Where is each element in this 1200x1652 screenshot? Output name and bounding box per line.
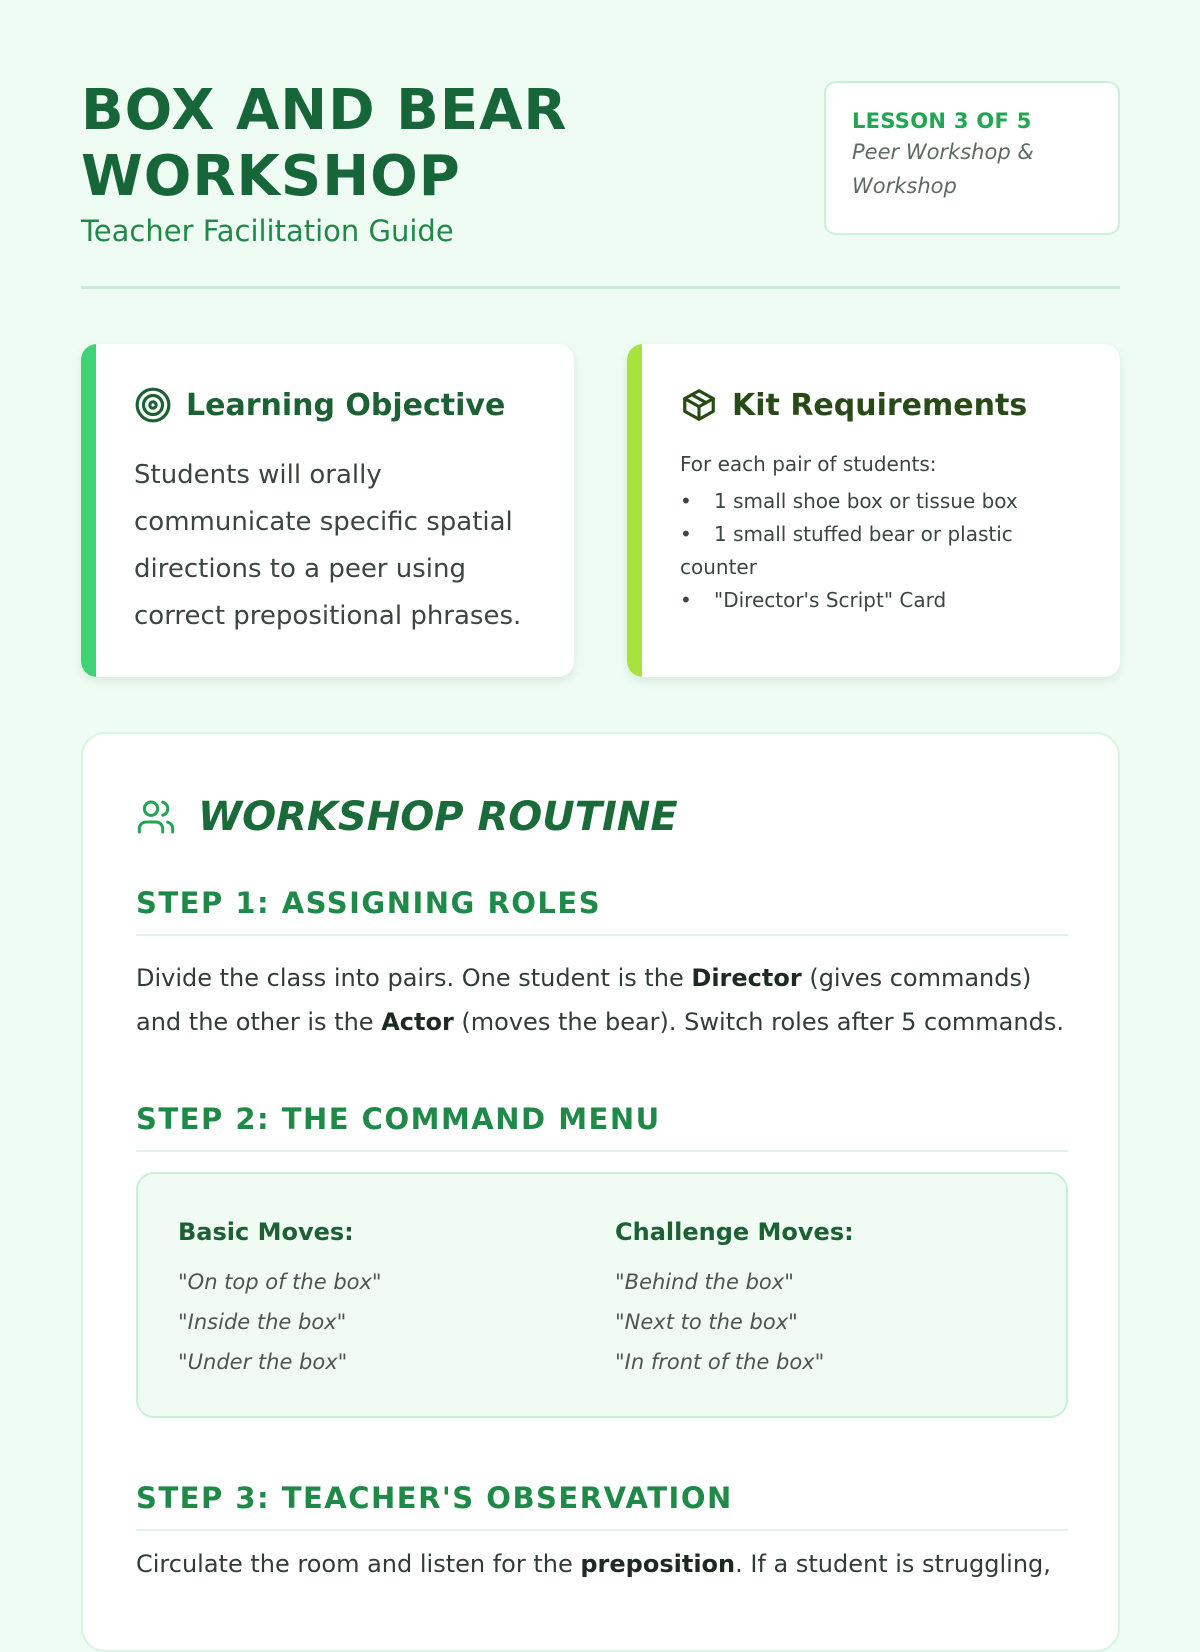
preposition-emphasis: preposition [580, 1550, 736, 1578]
document-title [81, 78, 681, 210]
header-divider [81, 286, 1120, 289]
lesson-badge [824, 81, 1120, 235]
list-item: "Inside the box" [178, 1310, 347, 1334]
kit-item-text: 1 small stuffed bear or plastic counter [680, 522, 1013, 579]
card-header [680, 386, 1027, 424]
card-title: Learning Objective [186, 387, 506, 423]
card-accent-bar [81, 344, 96, 677]
card-title: Kit Requirements [732, 387, 1028, 423]
users-icon [136, 797, 176, 837]
guide-page [81, 0, 1120, 1578]
step-3-text [136, 1542, 1068, 1586]
list-item [680, 584, 1060, 617]
box-icon [680, 386, 718, 424]
list-item [680, 485, 1060, 518]
title-line-2: WORKSHOP [81, 144, 461, 209]
kit-list [680, 485, 1060, 617]
text-segment: (moves the bear). Switch roles after 5 commands. [453, 1008, 1064, 1036]
routine-title: WORKSHOP ROUTINE [198, 794, 678, 840]
list-item: "Next to the box" [615, 1310, 798, 1334]
kit-item-text: 1 small shoe box or tissue box [714, 489, 1018, 513]
list-item: "Under the box" [178, 1350, 348, 1374]
target-icon [134, 386, 172, 424]
role-director: Director [691, 964, 802, 992]
basic-moves-column [178, 1218, 382, 1382]
objective-text: Students will orally communicate specific spatial directions to a peer using correct prepositional phrases. [134, 460, 522, 631]
page-header [81, 0, 1120, 290]
text-segment: . If a student is struggling, [735, 1550, 1051, 1578]
bullet: • [680, 588, 692, 612]
learning-objective-card [81, 344, 574, 677]
text-segment: (gives commands) and the other is the [136, 964, 1032, 1036]
step-3-title: STEP 3: TEACHER'S OBSERVATION [136, 1481, 1068, 1531]
title-line-1: BOX AND BEAR [81, 78, 568, 143]
challenge-moves-column [615, 1218, 854, 1382]
card-header [134, 386, 505, 424]
lesson-name: Peer Workshop & Workshop [852, 140, 1034, 198]
list-item: "Behind the box" [615, 1270, 794, 1294]
basic-moves-heading: Basic Moves: [178, 1218, 354, 1246]
kit-requirements-card [627, 344, 1120, 677]
workshop-routine-panel [81, 732, 1120, 1652]
list-item [680, 518, 1060, 584]
text-segment: Circulate the room and listen for the [136, 1550, 581, 1578]
kit-item-text: "Director's Script" Card [714, 588, 947, 612]
kit-intro: For each pair of students: [680, 452, 937, 476]
step-1-text [136, 956, 1068, 1044]
command-menu-box [136, 1172, 1068, 1418]
routine-header [136, 794, 678, 840]
bullet: • [680, 522, 692, 546]
card-accent-bar [627, 344, 642, 677]
role-actor: Actor [381, 1008, 454, 1036]
list-item: "On top of the box" [178, 1270, 382, 1294]
document-subtitle: Teacher Facilitation Guide [81, 214, 454, 248]
bullet: • [680, 489, 692, 513]
lesson-number: LESSON 3 OF 5 [852, 109, 1032, 133]
step-2-title: STEP 2: THE COMMAND MENU [136, 1102, 1068, 1152]
challenge-moves-heading: Challenge Moves: [615, 1218, 854, 1246]
step-1-title: STEP 1: ASSIGNING ROLES [136, 886, 1068, 936]
list-item: "In front of the box" [615, 1350, 825, 1374]
text-segment: Divide the class into pairs. One student is the [136, 964, 692, 992]
